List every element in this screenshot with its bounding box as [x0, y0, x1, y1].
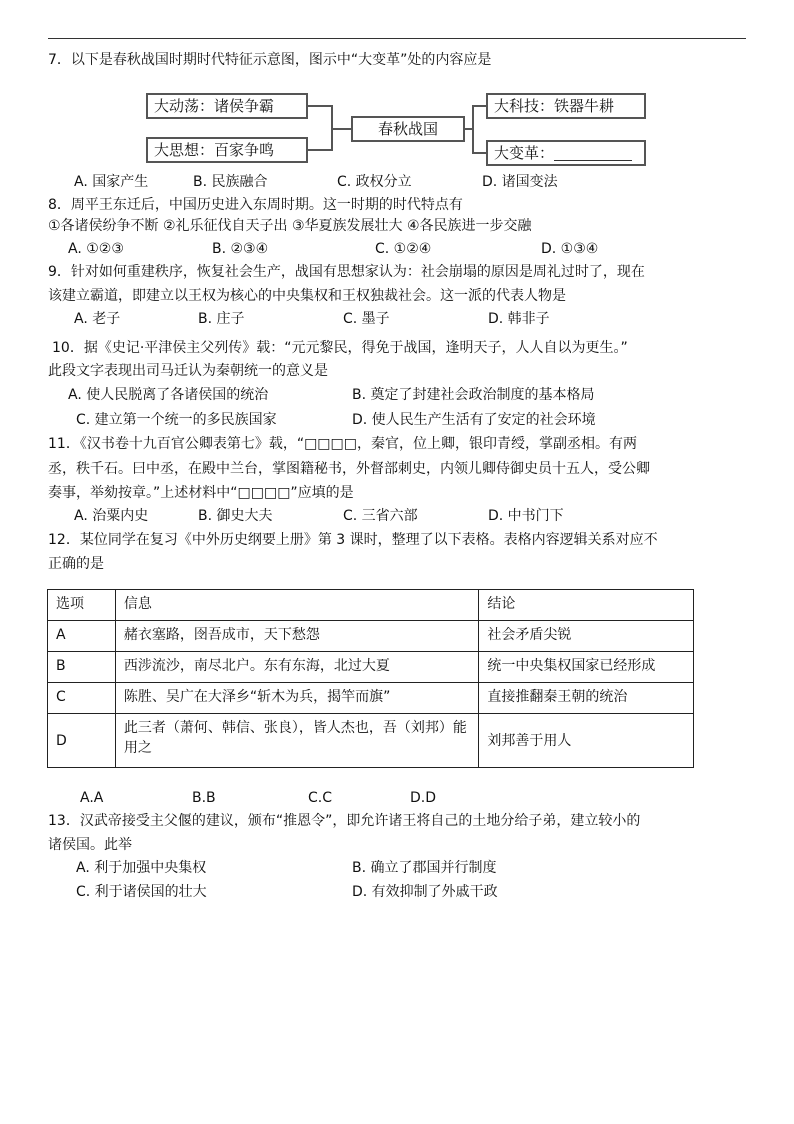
- table-cell: 此三者（萧何、韩信、张良），皆人杰也，吾（刘邦）能用之: [115, 714, 478, 768]
- table-cell: 西涉流沙，南尽北户。东有东海，北过大夏: [115, 652, 478, 683]
- header-cell: 选项: [48, 590, 116, 621]
- q9-stem-line2: 该建立霸道，即建立以王权为核心的中央集权和王权独裁社会。这一派的代表人物是: [48, 288, 566, 304]
- q11-stem-line2: 丞，秩千石。曰中丞，在殿中兰台，掌图籍秘书，外督部刺史，内领儿卿侍御史员十五人，受公卿: [48, 461, 650, 477]
- q12-stem-line2: 正确的是: [48, 556, 104, 572]
- table-cell: D: [48, 714, 116, 768]
- q8-items: ①各诸侯纷争不断 ②礼乐征伐自天子出 ③华夏族发展壮大 ④各民族进一步交融: [48, 218, 532, 234]
- q7-stem: 7．以下是春秋战国时期时代特征示意图，图示中“大变革”处的内容应是: [48, 52, 492, 68]
- header-cell: 信息: [115, 590, 478, 621]
- q13-option-a[interactable]: A. 利于加强中央集权: [76, 860, 207, 876]
- table-cell: 陈胜、吴广在大泽乡“斩木为兵，揭竿而旗”: [115, 683, 478, 714]
- connector: [472, 105, 474, 153]
- q11-option-b[interactable]: B. 御史大夫: [198, 508, 273, 524]
- q12-table: [47, 589, 694, 768]
- q13-option-d[interactable]: D. 有效抑制了外戚干政: [352, 884, 498, 900]
- q9-option-c[interactable]: C. 墨子: [343, 311, 390, 327]
- q8-option-a[interactable]: A. ①②③: [68, 241, 124, 257]
- q9-stem-line1: 9．针对如何重建秩序，恢复社会生产，战国有思想家认为：社会崩塌的原因是周礼过时了，现在: [48, 264, 645, 280]
- q10-option-b[interactable]: B. 奠定了封建社会政治制度的基本格局: [352, 387, 595, 403]
- table-cell: 直接推翻秦王朝的统治: [479, 683, 694, 714]
- q10-option-a[interactable]: A. 使人民脱离了各诸侯国的统治: [68, 387, 269, 403]
- header-rule: [48, 38, 746, 39]
- table-row: [48, 652, 694, 683]
- q8-option-b[interactable]: B. ②③④: [212, 241, 269, 257]
- q12-option-b[interactable]: B.B: [192, 790, 216, 806]
- q9-option-d[interactable]: D. 韩非子: [488, 311, 550, 327]
- q9-option-a[interactable]: A. 老子: [74, 311, 121, 327]
- table-row: [48, 683, 694, 714]
- q7-option-b[interactable]: B. 民族融合: [193, 174, 268, 190]
- q8-stem: 8．周平王东迁后，中国历史进入东周时期。这一时期的时代特点有: [48, 197, 463, 213]
- table-cell: B: [48, 652, 116, 683]
- q10-stem-line2: 此段文字表现出司马迁认为秦朝统一的意义是: [48, 363, 328, 379]
- diagram-right-bottom: [486, 140, 646, 166]
- diagram-left-bottom: 大思想：百家争鸣: [146, 137, 308, 163]
- table-cell: 赭衣塞路，囹吾成市，天下愁怨: [115, 621, 478, 652]
- q7-option-c[interactable]: C. 政权分立: [337, 174, 412, 190]
- q12-stem-line1: 12．某位同学在复习《中外历史纲要上册》第 3 课时，整理了以下表格。表格内容逻辑关系对应不: [48, 532, 658, 548]
- q13-stem-line1: 13．汉武帝接受主父偃的建议，颁布“推恩令”，即允许诸王将自己的土地分给子弟，建立较小的: [48, 813, 641, 829]
- connector: [331, 128, 351, 130]
- table-cell: A: [48, 621, 116, 652]
- q10-stem-line1: 10．据《史记·平津侯主父列传》载：“元元黎民，得免于战国，逢明天子，人人自以为更生。”: [52, 340, 628, 356]
- diagram-left-top: 大动荡：诸侯争霸: [146, 93, 308, 119]
- table-header-row: [48, 590, 694, 621]
- connector: [308, 149, 332, 151]
- q12-option-d[interactable]: D.D: [410, 790, 437, 806]
- q10-option-d[interactable]: D. 使人民生产生活有了安定的社会环境: [352, 412, 596, 428]
- q7-option-a[interactable]: A. 国家产生: [74, 174, 149, 190]
- answer-blank: [554, 146, 632, 161]
- diagram-center: 春秋战国: [351, 116, 465, 142]
- q8-option-d[interactable]: D. ①③④: [541, 241, 599, 257]
- table-row: [48, 714, 694, 768]
- q8-option-c[interactable]: C. ①②④: [375, 241, 432, 257]
- table-cell: 社会矛盾尖锐: [479, 621, 694, 652]
- q11-option-a[interactable]: A. 治粟内史: [74, 508, 149, 524]
- q11-option-d[interactable]: D. 中书门下: [488, 508, 564, 524]
- q13-option-c[interactable]: C. 利于诸侯国的壮大: [76, 884, 207, 900]
- connector: [308, 105, 332, 107]
- q12-option-c[interactable]: C.C: [308, 790, 333, 806]
- table-cell: 刘邦善于用人: [479, 714, 694, 768]
- diagram-right-top: 大科技：铁器牛耕: [486, 93, 646, 119]
- q12-option-a[interactable]: A.A: [80, 790, 104, 806]
- q10-option-c[interactable]: C. 建立第一个统一的多民族国家: [76, 412, 277, 428]
- q7-option-d[interactable]: D. 诸国变法: [482, 174, 558, 190]
- diagram-right-bottom-label: 大变革：: [494, 144, 555, 162]
- table-row: [48, 621, 694, 652]
- q13-stem-line2: 诸侯国。此举: [48, 837, 132, 853]
- q11-option-c[interactable]: C. 三省六部: [343, 508, 418, 524]
- table-cell: 统一中央集权国家已经形成: [479, 652, 694, 683]
- connector: [472, 105, 486, 107]
- q11-stem-line3: 奏事，举劾按章。”上述材料中“□□□□”应填的是: [48, 485, 354, 501]
- q11-stem-line1: 11．《汉书卷十九百官公卿表第七》载，“□□□□，秦官，位上卿，银印青绶，掌副丞相。有两: [48, 436, 637, 452]
- q9-option-b[interactable]: B. 庄子: [198, 311, 245, 327]
- table-cell: C: [48, 683, 116, 714]
- q13-option-b[interactable]: B. 确立了郡国并行制度: [352, 860, 497, 876]
- connector: [472, 152, 486, 154]
- header-cell: 结论: [479, 590, 694, 621]
